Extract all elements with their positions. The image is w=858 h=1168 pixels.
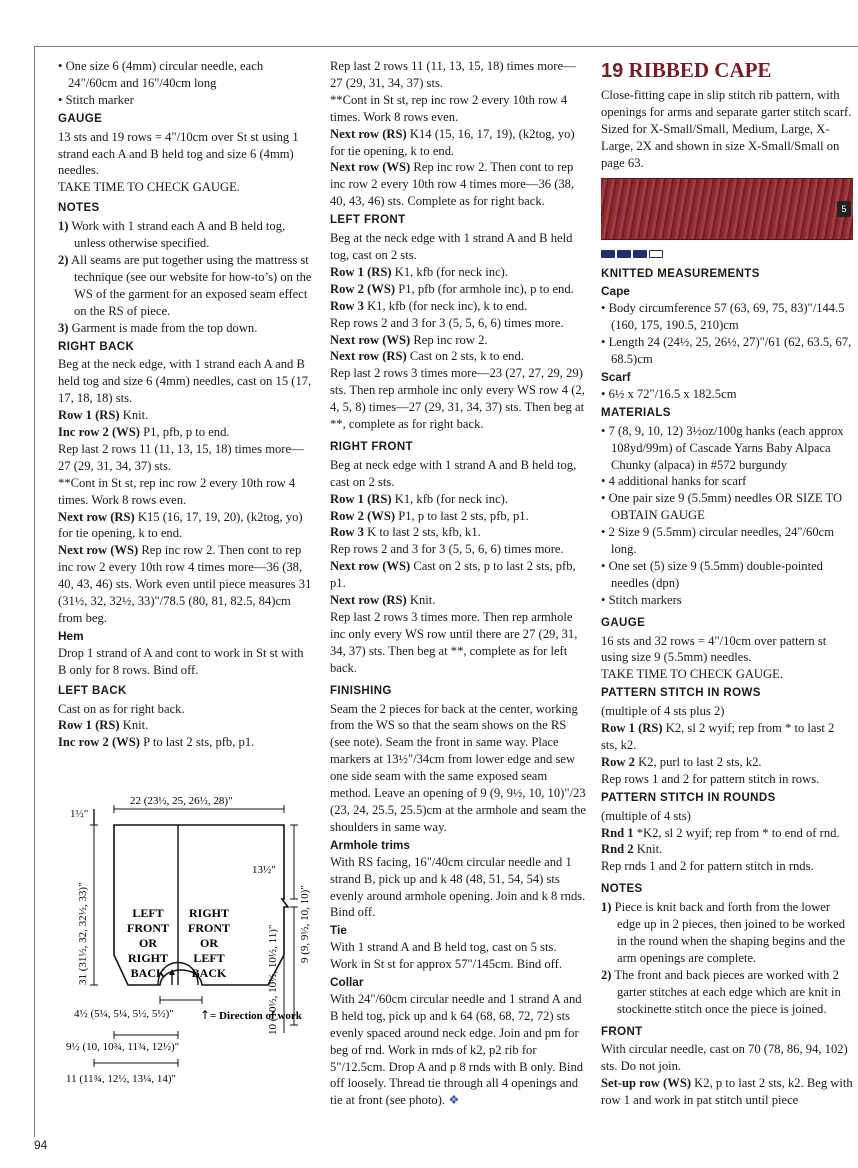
column-right xyxy=(601,58,853,1109)
panel-label: FRONT xyxy=(127,921,169,935)
panel-label: OR xyxy=(139,936,157,950)
subheading-tie: Tie xyxy=(330,923,347,938)
bullet-item: • 6½ x 72"/16.5 x 182.5cm xyxy=(601,386,737,401)
gauge-check: TAKE TIME TO CHECK GAUGE. xyxy=(601,667,783,682)
panel-label: BACK xyxy=(191,966,227,980)
dim-mid-width: 9½ (10, 10¾, 11¾, 12½)" xyxy=(66,1041,180,1053)
dim-shoulder-drop: 1½" xyxy=(70,808,89,820)
direction-legend: = Direction of work xyxy=(210,1010,302,1022)
panel-label: OR xyxy=(200,936,218,950)
subheading-hem: Hem xyxy=(58,628,84,643)
front-text: With circular needle, cast on 70 (78, 86, 94, 102) sts. Do not join. xyxy=(601,1042,848,1074)
bullet-item: • One size 6 (4mm) circular needle, each 24"/60cm and 16"/40cm long xyxy=(58,59,264,90)
subheading-armhole-trims: Armhole trims xyxy=(330,837,410,852)
panel-label: LEFT xyxy=(132,906,164,920)
panel-label: FRONT xyxy=(188,921,230,935)
right-back-intro: Beg at the neck edge, with 1 strand each A and B held tog and size 6 (4mm) needles, cast on 15 (17, 17, 18, 18) sts. xyxy=(58,357,312,406)
note-item: 1) Piece is knit back and forth from the lower edge up in 2 pieces, then joined to be worked in the round when the shaping begins and the arm openings are complete. xyxy=(601,900,846,965)
pattern-intro: Close-fitting cape in slip stitch rib pattern, with openings for arms and separate garter stitch scarf. Sized for X-Small/Small, Medium, Large, X-Large, 2X and shown in size X-Small/Small on page 63. xyxy=(601,88,852,170)
section-heading-materials: MATERIALS xyxy=(601,406,671,419)
hem-text: Drop 1 strand of A and cont to work in St st with B only for 8 rows. Bind off. xyxy=(58,645,304,677)
instruction-text: Rep rows 1 and 2 for pattern stitch in rows. xyxy=(601,771,820,786)
instruction-row: Row 1 (RS) K1, kfb (for neck inc). xyxy=(330,491,509,506)
instruction-text: Rep last 2 rows 11 (11, 13, 15, 18) times more—27 (29, 31, 34, 37) sts. xyxy=(330,59,576,90)
instruction-row: Row 3 K1, kfb (for neck inc), k to end. xyxy=(330,298,528,313)
instruction-row: Row 2 (WS) P1, p to last 2 sts, pfb, p1. xyxy=(330,508,529,523)
instruction-text: **Cont in St st, rep inc row 2 every 10th row 4 times. Work 8 rows even. xyxy=(330,92,568,124)
subheading-collar: Collar xyxy=(330,975,364,990)
instruction-row: Row 3 K to last 2 sts, kfb, k1. xyxy=(330,525,481,540)
instruction-row: Next row (WS) Cast on 2 sts, p to last 2 sts, pfb, p1. xyxy=(330,559,576,591)
note-item: 2) All seams are put together using the mattress st technique (see our website for how-to’s) on the WS of the garment for an exposed seam effect on the RS of piece. xyxy=(58,252,312,318)
direction-icon: ↑ xyxy=(200,1008,211,1022)
section-heading-notes: NOTES xyxy=(58,202,100,215)
section-heading-pattern-rounds: PATTERN STITCH IN ROUNDS xyxy=(601,791,776,804)
subheading-scarf: Scarf xyxy=(601,369,631,384)
panel-label: RIGHT xyxy=(188,906,230,920)
instruction-row: Inc row 2 (WS) P to last 2 sts, pfb, p1. xyxy=(58,735,255,750)
instruction-row: Next row (RS) K14 (15, 16, 17, 19), (k2tog, yo) for tie opening, k to end. xyxy=(330,126,575,158)
end-mark-icon: ❖ xyxy=(448,1093,460,1108)
instruction-text: **Cont in St st, rep inc row 2 every 10th row 4 times. Work 8 rows even. xyxy=(58,475,296,507)
instruction-text: Rep rows 2 and 3 for 3 (5, 5, 6, 6) times more. xyxy=(330,315,564,330)
section-heading-finishing: FINISHING xyxy=(330,684,392,697)
gauge-text: 16 sts and 32 rows = 4"/10cm over pattern st using size 9 (5.5mm) needles. xyxy=(601,633,827,665)
instruction-row: Row 1 (RS) Knit. xyxy=(58,718,149,733)
instruction-row: Next row (WS) Rep inc row 2. Then cont to rep inc row 2 every 10th row 4 times more—36 (38, 40, 43, 46) sts. Complete as for right back. xyxy=(330,160,575,209)
instruction-row: Row 2 K2, purl to last 2 sts, k2. xyxy=(601,754,762,769)
gauge-check: TAKE TIME TO CHECK GAUGE. xyxy=(58,180,240,195)
dim-neck-width: 4½ (5¼, 5¼, 5½, 5½)" xyxy=(74,1008,174,1020)
multiple-text: (multiple of 4 sts) xyxy=(601,808,691,823)
section-heading-right-front: RIGHT FRONT xyxy=(330,440,413,453)
swatch-badge: 5 xyxy=(837,201,851,217)
panel-label: RIGHT xyxy=(127,951,169,965)
instruction-row: Next row (WS) Rep inc row 2. Then cont to rep inc row 2 every 10th row 4 times more—36 (38, 40, 43, 46) sts. Work even until piece measures 31 (31½, 32, 32½, 33)"/78.5 (80, 81, 82.5, 84)cm from beg. xyxy=(58,543,312,625)
panel-label: LEFT xyxy=(193,951,225,965)
instruction-text: Rep last 2 rows 3 times more. Then rep armhole inc only every WS row until there are 27 (29, 31, 34, 37) sts. Then beg at **, complete as for left back. xyxy=(330,610,578,675)
instruction-row: Rnd 1 *K2, sl 2 wyif; rep from * to end of rnd. xyxy=(601,825,840,840)
bullet-item: • 7 (8, 9, 10, 12) 3½oz/100g hanks (each approx 108yd/99m) of Cascade Yarns Baby Alpaca Chunky (alpaca) in #572 burgundy xyxy=(601,423,844,472)
section-heading-gauge-right: GAUGE xyxy=(601,616,646,629)
instruction-row: Rnd 2 Knit. xyxy=(601,842,663,857)
instruction-text: Rep last 2 rows 11 (11, 13, 15, 18) times more—27 (29, 31, 34, 37) sts. xyxy=(58,441,304,473)
finishing-text: Seam the 2 pieces for back at the center, working from the WS so that the seam shows on the RS (see note). Seam the front in same way. Place markers at 13½"/34cm from lower edge and sew one side seam with the same exposed seam method. Leave an opening of 9 (9, 9½, 10, 10)"/23 (23, 24, 25.5, 25.5)cm at the armhole and seam the shoulders in same way. xyxy=(330,701,587,834)
dim-bottom-width: 11 (11¾, 12½, 13¼, 14)" xyxy=(66,1073,176,1085)
note-item: 3) Garment is made from the top down. xyxy=(58,320,258,335)
instruction-row: Next row (RS) Cast on 2 sts, k to end. xyxy=(330,349,524,364)
left-back-text: Cast on as for right back. xyxy=(58,701,185,716)
instruction-row: Inc row 2 (WS) P1, pfb, p to end. xyxy=(58,425,230,440)
multiple-text: (multiple of 4 sts plus 2) xyxy=(601,704,725,719)
instruction-text: Rep rnds 1 and 2 for pattern stitch in rnds. xyxy=(601,859,814,874)
yarn-swatch-image xyxy=(601,178,853,240)
left-front-intro: Beg at the neck edge with 1 strand A and B held tog, cast on 2 sts. xyxy=(330,231,573,262)
section-heading-pattern-rows: PATTERN STITCH IN ROWS xyxy=(601,687,761,700)
skill-level-icon xyxy=(601,250,853,258)
instruction-row: Row 1 (RS) K2, sl 2 wyif; rep from * to last 2 sts, k2. xyxy=(601,721,835,752)
section-heading-notes-right: NOTES xyxy=(601,883,643,896)
bullet-item: • 2 Size 9 (5.5mm) circular needles, 24"/60cm long. xyxy=(601,525,835,557)
section-heading-left-front: LEFT FRONT xyxy=(330,214,406,227)
section-heading-front: FRONT xyxy=(601,1025,643,1038)
section-heading-measurements: KNITTED MEASUREMENTS xyxy=(601,267,760,280)
tie-text: With 1 strand A and B held tog, cast on 5 sts. Work in St st for approx 57"/145cm. Bind off. xyxy=(330,940,562,972)
dim-armhole: 13½" xyxy=(252,864,276,876)
dim-lower-side: 10 (10½, 10½, 10½, 11)" xyxy=(267,924,279,1035)
instruction-row: Next row (WS) Rep inc row 2. xyxy=(330,332,488,347)
column-middle xyxy=(330,58,586,1109)
bullet-item: • Stitch marker xyxy=(58,92,134,107)
panel-label: BACK xyxy=(130,966,166,980)
instruction-row: Next row (RS) Knit. xyxy=(330,593,436,608)
dim-length: 31 (31½, 32, 32½, 33)" xyxy=(77,882,89,985)
gauge-text: 13 sts and 19 rows = 4"/10cm over St st using 1 strand each A and B held tog and size 6 (4mm) needles. xyxy=(58,129,299,178)
instruction-text: Rep last 2 rows 3 times more—23 (27, 27, 29, 29) sts. Then rep armhole inc only every WS row 4 (2, 4, 5, 8) times—27 (29, 31, 34, 37) sts. Then beg at **, complete as for right back. xyxy=(330,366,585,432)
bullet-item: • Stitch markers xyxy=(601,592,682,607)
section-heading-left-back: LEFT BACK xyxy=(58,684,127,697)
bullet-item: • 4 additional hanks for scarf xyxy=(601,474,747,489)
instruction-row: Row 2 (WS) P1, pfb (for armhole inc), p to end. xyxy=(330,281,574,296)
instruction-row: Row 1 (RS) Knit. xyxy=(58,408,149,423)
bullet-item: • Length 24 (24½, 25, 26½, 27)"/61 (62, 63.5, 67, 68.5)cm xyxy=(601,335,852,367)
note-item: 2) The front and back pieces are worked with 2 garter stitches at each edge which are knit in stockinette stitch once the piece is joined. xyxy=(601,967,841,1016)
bullet-item: • One set (5) size 9 (5.5mm) double-pointed needles (dpn) xyxy=(601,558,823,590)
bullet-item: • Body circumference 57 (63, 69, 75, 83)"/144.5 (160, 175, 190.5, 210)cm xyxy=(601,301,845,333)
column-left xyxy=(58,58,314,751)
instruction-row: Set-up row (WS) K2, p to last 2 sts, k2. Beg with row 1 and work in pat stitch until piece xyxy=(601,1076,853,1108)
instruction-row: Next row (RS) K15 (16, 17, 19, 20), (k2tog, yo) for tie opening, k to end. xyxy=(58,509,303,541)
garment-schematic xyxy=(58,795,328,1120)
note-item: 1) Work with 1 strand each A and B held tog, unless otherwise specified. xyxy=(58,219,286,251)
dim-armhole-opening: 9 (9, 9½, 10, 10)" xyxy=(299,885,311,963)
collar-text: With 24"/60cm circular needle and 1 strand A and B held tog, pick up and k 64 (68, 68, 72, 72) sts evenly spaced around neck edge. Join and pm for beg of rnd. Work in rnds of k2, p2 rib for 5"/12.5cm. Drop A and p 8 rnds with B only. Bind off loosely. Thread tie through all 4 openings and tie at front (see photo). ❖ xyxy=(330,991,584,1108)
section-heading-right-back: RIGHT BACK xyxy=(58,340,135,353)
right-front-intro: Beg at neck edge with 1 strand A and B held tog, cast on 2 sts. xyxy=(330,457,577,489)
section-heading-gauge: GAUGE xyxy=(58,112,103,125)
armhole-trims-text: With RS facing, 16"/40cm circular needle and 1 strand B, pick up and k 48 (48, 51, 54, 54) sts evenly around armhole opening. Join and k 8 rnds. Bind off. xyxy=(330,854,586,920)
dim-top-width: 22 (23½, 25, 26½, 28)" xyxy=(130,795,233,807)
subheading-cape: Cape xyxy=(601,284,630,299)
bullet-item: • One pair size 9 (5.5mm) needles OR SIZE TO OBTAIN GAUGE xyxy=(601,491,843,523)
instruction-text: Rep rows 2 and 3 for 3 (5, 5, 6, 6) times more. xyxy=(330,542,564,557)
pattern-title: 19 RIBBED CAPE xyxy=(601,58,772,82)
instruction-row: Row 1 (RS) K1, kfb (for neck inc). xyxy=(330,264,509,279)
page-number: 94 xyxy=(34,1138,48,1152)
